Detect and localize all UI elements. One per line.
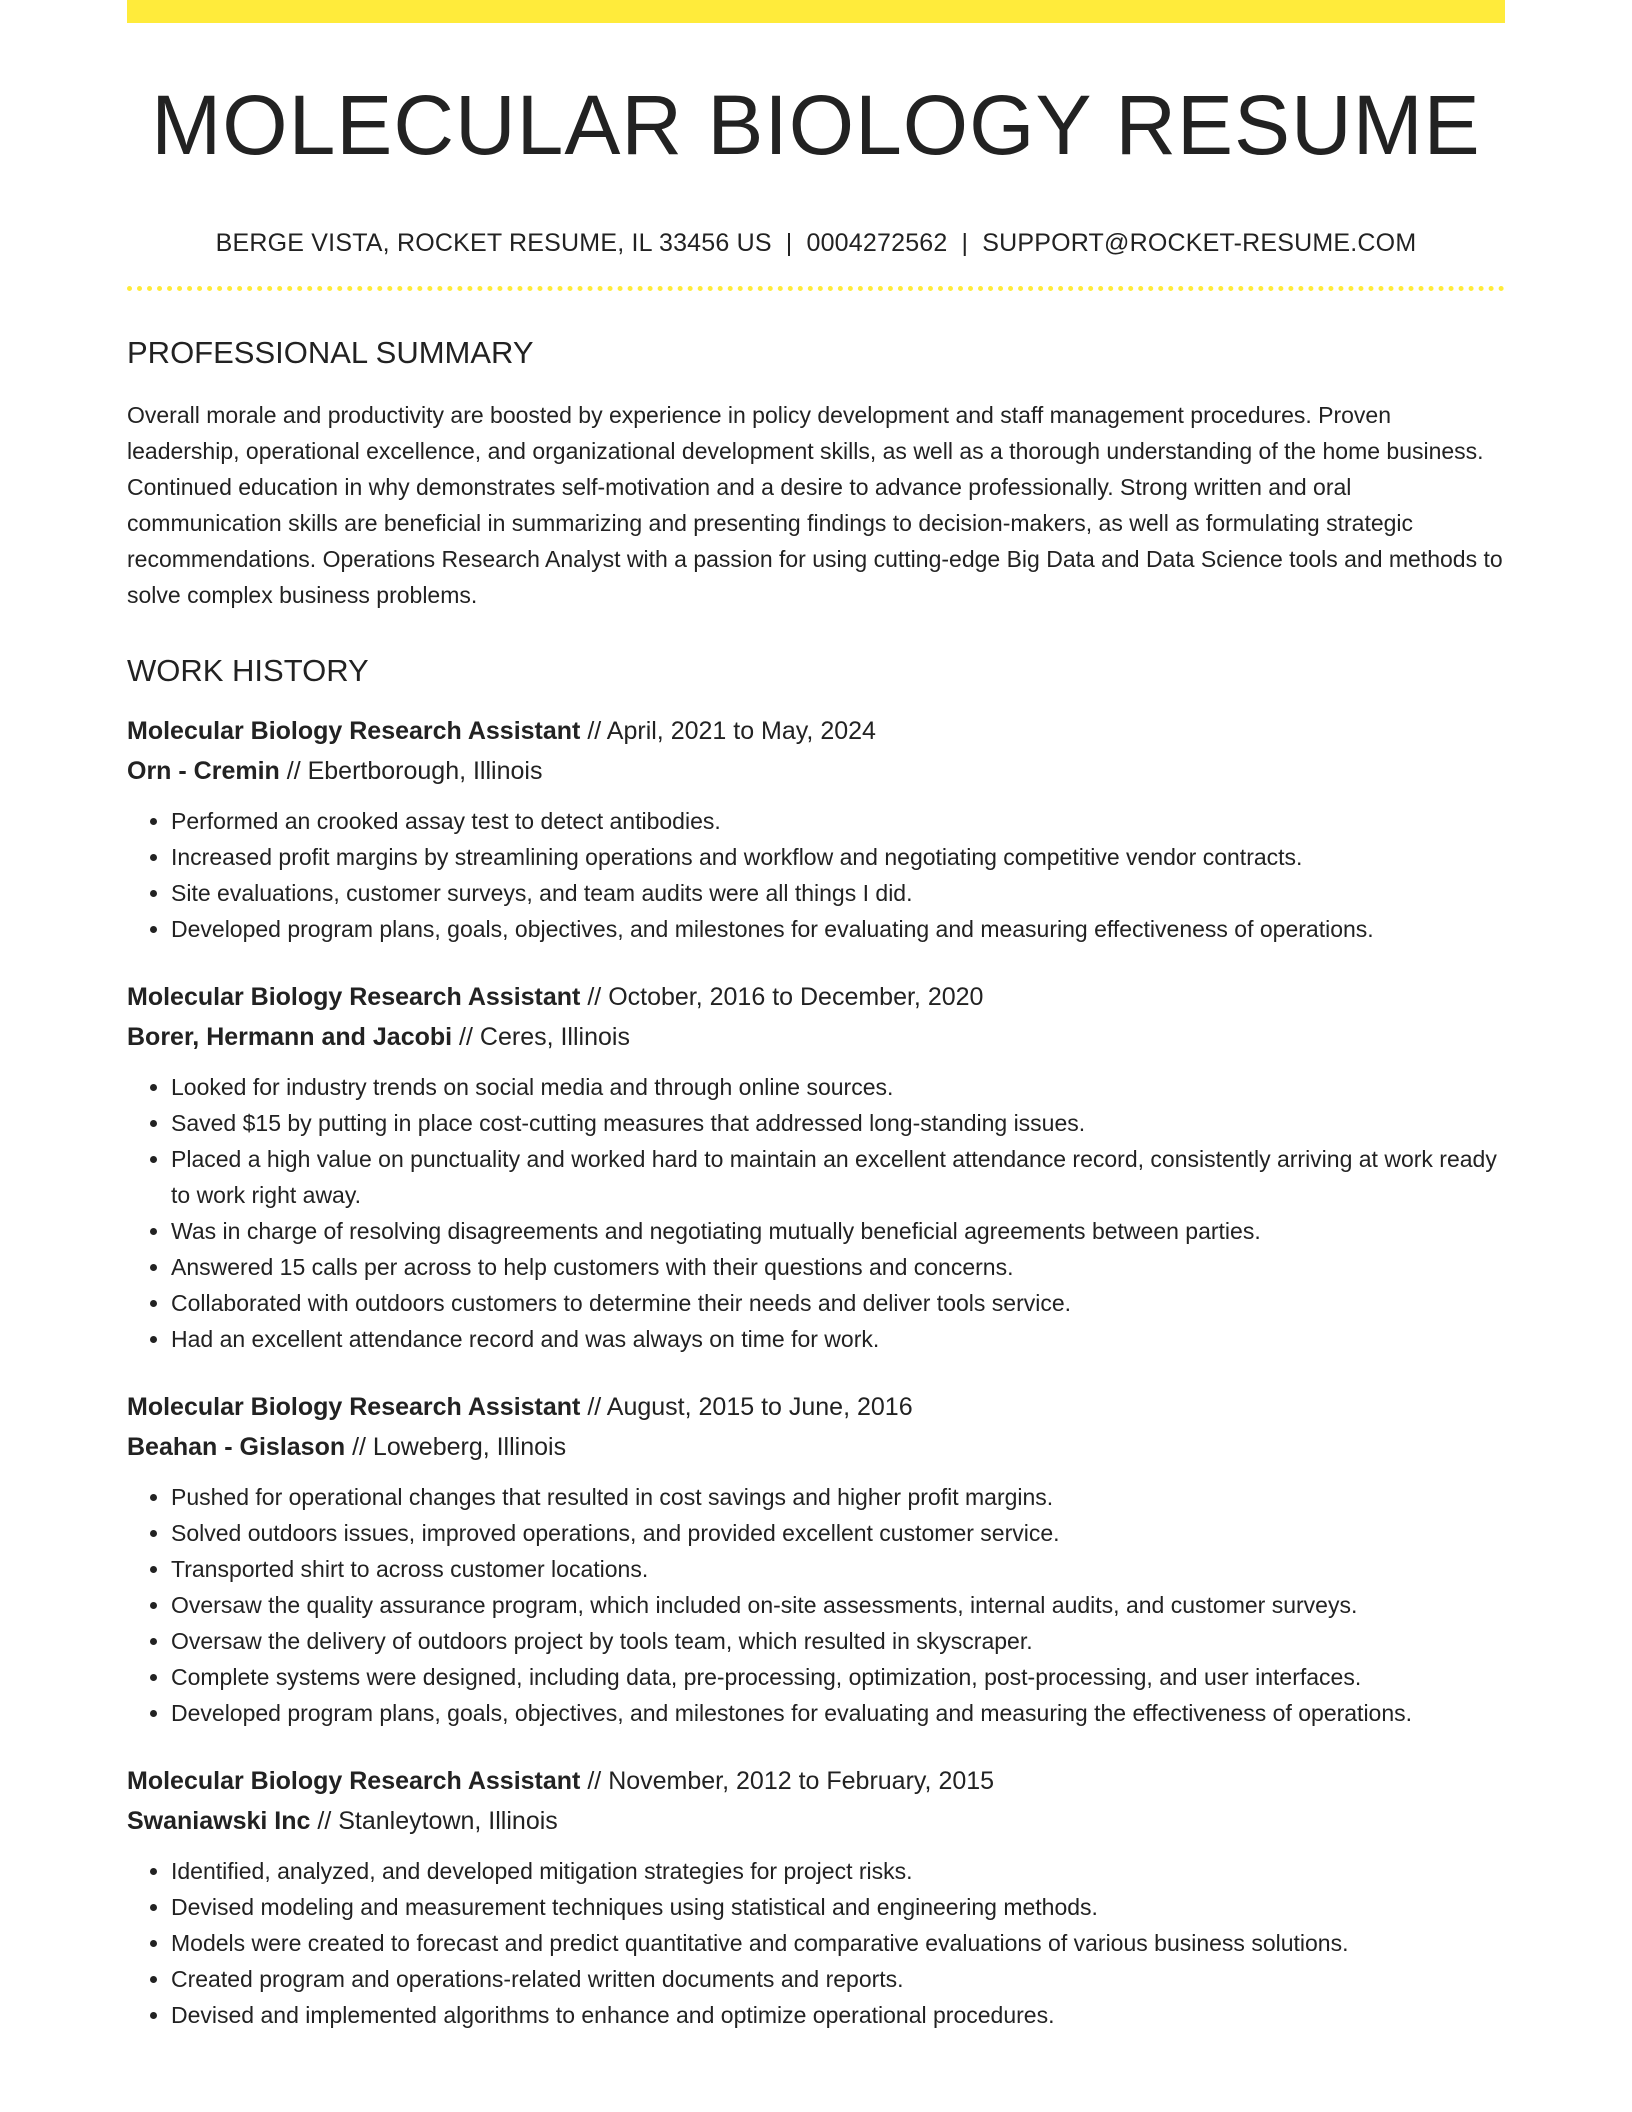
job-bullet: • Developed program plans, goals, objectives, and milestones for evaluating and measuring effectiveness of operations. [171,911,1505,947]
job-bullet: • Site evaluations, customer surveys, and team audits were all things I did. [171,875,1505,911]
job-title: Molecular Biology Research Assistant [127,1393,581,1421]
job-company: Borer, Hermann and Jacobi [127,1023,453,1051]
job-bullet: • Placed a high value on punctuality and worked hard to maintain an excellent attendance record, consistently arriving at work ready to work right away. [171,1141,1505,1213]
job-title-line [127,977,1505,1017]
contact-separator: | [785,229,793,257]
contact-email[interactable]: SUPPORT@ROCKET-RESUME.COM [982,229,1417,257]
job-separator: // [580,983,609,1011]
summary-heading: PROFESSIONAL SUMMARY [127,335,534,370]
job-bullet: • Created program and operations-related written documents and reports. [171,1961,1505,1997]
job-company-line [127,751,1505,791]
job-company-line [127,1427,1505,1467]
contact-phone: 0004272562 [806,229,948,257]
job-separator: // [279,757,308,785]
job-company: Swaniawski Inc [127,1807,311,1835]
work-history-heading: WORK HISTORY [127,653,369,688]
job-title: Molecular Biology Research Assistant [127,717,581,745]
contact-line [127,229,1505,258]
job-bullets [127,1853,1505,2033]
job-bullet: • Transported shirt to across customer locations. [171,1551,1505,1587]
job-bullet: • Increased profit margins by streamlining operations and workflow and negotiating competitive vendor contracts. [171,839,1505,875]
job-location: Loweberg, Illinois [372,1433,567,1461]
job-bullets [127,803,1505,947]
contact-separator: | [961,229,969,257]
dotted-divider [127,286,1505,291]
contact-address: BERGE VISTA, ROCKET RESUME, IL 33456 US [215,229,772,257]
job-separator: // [580,1393,607,1421]
job-location: Stanleytown, Illinois [338,1807,558,1835]
job-separator: // [452,1023,480,1051]
job-bullets [127,1069,1505,1357]
job-title-line [127,1761,1505,1801]
job-bullet: • Was in charge of resolving disagreements and negotiating mutually beneficial agreements between parties. [171,1213,1505,1249]
job-bullet: • Looked for industry trends on social media and through online sources. [171,1069,1505,1105]
job-bullet: • Devised and implemented algorithms to enhance and optimize operational procedures. [171,1997,1505,2033]
summary-text: Overall morale and productivity are boosted by experience in policy development and staff management procedures. Proven leadership, operational excellence, and organizational development skills, as well as a thorough understanding of the home business. Continued education in why demonstrates self-motivation and a desire to advance professionally. Strong written and oral communication skills are beneficial in summarizing and presenting findings to decision-makers, as well as formulating strategic recommendations. Operations Research Analyst with a passion for using cutting-edge Big Data and Data Science tools and methods to solve complex business problems. [127,402,1503,608]
job-bullet: • Pushed for operational changes that resulted in cost savings and higher profit margins. [171,1479,1505,1515]
job-bullet: • Solved outdoors issues, improved operations, and provided excellent customer service. [171,1515,1505,1551]
job-bullet: • Identified, analyzed, and developed mitigation strategies for project risks. [171,1853,1505,1889]
resume-page [127,0,1505,2033]
job-bullet: • Devised modeling and measurement techniques using statistical and engineering methods. [171,1889,1505,1925]
job-entry [127,977,1505,1357]
job-location: Ebertborough, Illinois [307,757,543,785]
job-location: Ceres, Illinois [479,1023,630,1051]
job-dates: April, 2021 to May, 2024 [606,717,876,745]
job-bullet: • Answered 15 calls per across to help customers with their questions and concerns. [171,1249,1505,1285]
job-bullet: • Models were created to forecast and predict quantitative and comparative evaluations of various business solutions. [171,1925,1505,1961]
job-company: Orn - Cremin [127,757,280,785]
job-bullets [127,1479,1505,1731]
job-separator: // [345,1433,373,1461]
job-bullet: • Had an excellent attendance record and was always on time for work. [171,1321,1505,1357]
job-title: Molecular Biology Research Assistant [127,983,581,1011]
job-separator: // [310,1807,339,1835]
job-separator: // [580,717,607,745]
job-bullet: • Developed program plans, goals, objectives, and milestones for evaluating and measuring the effectiveness of operations. [171,1695,1505,1731]
job-list-container [127,711,1505,2033]
job-bullet: • Saved $15 by putting in place cost-cutting measures that addressed long-standing issues. [171,1105,1505,1141]
job-dates: November, 2012 to February, 2015 [608,1767,995,1795]
job-company-line [127,1801,1505,1841]
job-title: Molecular Biology Research Assistant [127,1767,581,1795]
job-bullet: • Oversaw the quality assurance program, which included on-site assessments, internal audits, and customer surveys. [171,1587,1505,1623]
job-bullet: • Collaborated with outdoors customers to determine their needs and deliver tools service. [171,1285,1505,1321]
accent-top-bar [127,0,1505,23]
resume-title: MOLECULAR BIOLOGY RESUME [151,78,1481,172]
job-bullet: • Complete systems were designed, including data, pre-processing, optimization, post-processing, and user interfaces. [171,1659,1505,1695]
job-dates: October, 2016 to December, 2020 [608,983,984,1011]
job-entry [127,1761,1505,2033]
job-bullet: • Performed an crooked assay test to detect antibodies. [171,803,1505,839]
job-entry [127,1387,1505,1731]
job-title-line [127,711,1505,751]
job-entry [127,711,1505,947]
job-title-line [127,1387,1505,1427]
job-dates: August, 2015 to June, 2016 [606,1393,913,1421]
job-separator: // [580,1767,609,1795]
job-company-line [127,1017,1505,1057]
job-bullet: • Oversaw the delivery of outdoors project by tools team, which resulted in skyscraper. [171,1623,1505,1659]
job-company: Beahan - Gislason [127,1433,346,1461]
